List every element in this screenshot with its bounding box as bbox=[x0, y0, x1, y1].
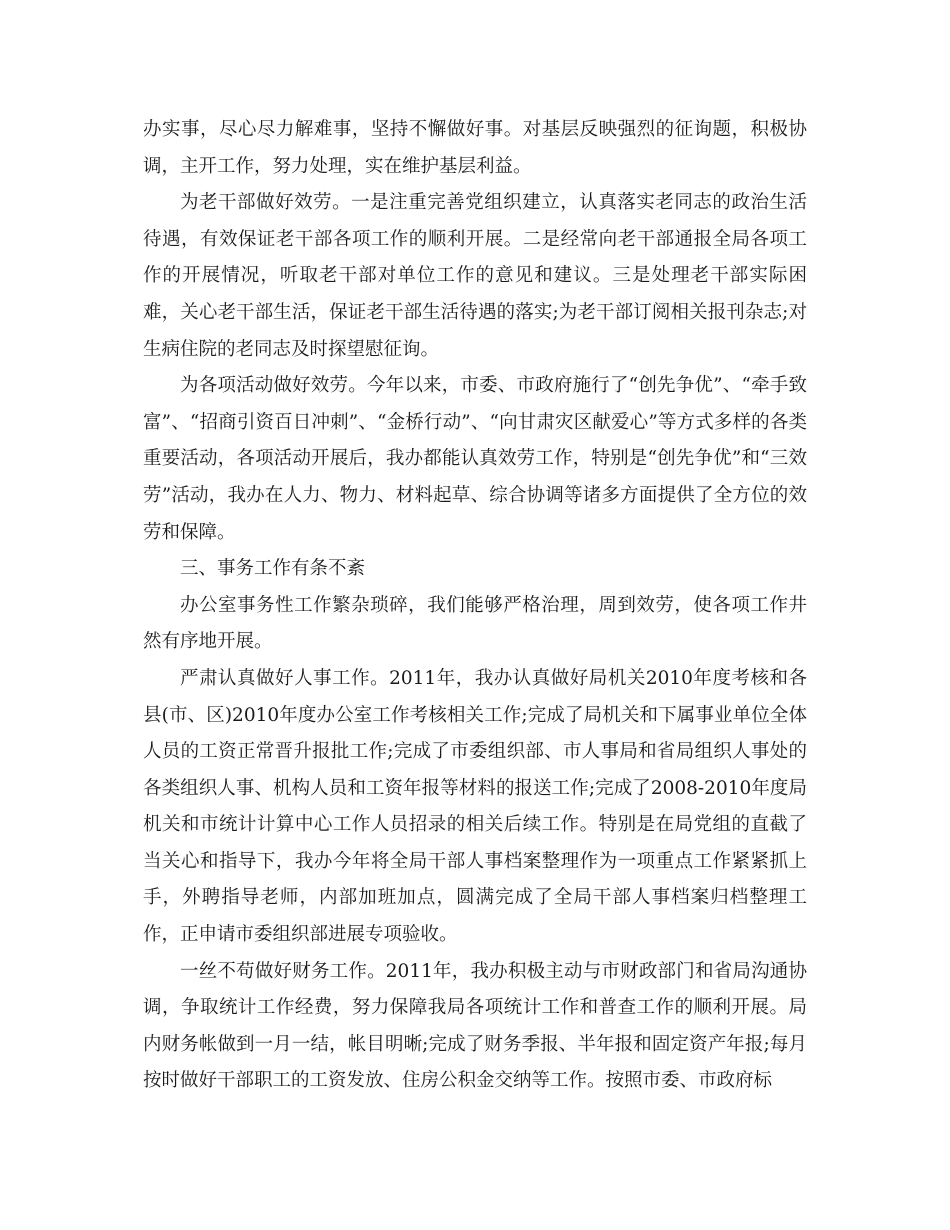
paragraph-6: 一丝不苟做好财务工作。2011年，我办积极主动与市财政部门和省局沟通协调，争取统计工作经费，努力保障我局各项统计工作和普查工作的顺利开展。局内财务帐做到一月一结，帐目明晰;完成了财务季报、半年报和固定资产年报;每月按时做好干部职工的工资发放、住房公积金交纳等工作。按照市委、市政府标 bbox=[143, 960, 807, 1092]
document-body bbox=[143, 112, 807, 1100]
paragraph-1: 办实事，尽心尽力解难事，坚持不懈做好事。对基层反映强烈的征询题，积极协调，主开工作，努力处理，实在维护基层利益。 bbox=[143, 119, 807, 177]
paragraph-2: 为老干部做好效劳。一是注重完善党组织建立，认真落实老同志的政治生活待遇，有效保证老干部各项工作的顺利开展。二是经常向老干部通报全局各项工作的开展情况，听取老干部对单位工作的意见和建议。三是处理老干部实际困难，关心老干部生活，保证老干部生活待遇的落实;为老干部订阅相关报刊杂志;对生病住院的老同志及时探望慰征询。 bbox=[143, 192, 807, 360]
paragraph-3: 为各项活动做好效劳。今年以来，市委、市政府施行了“创先争优”、“牵手致富”、“招商引资百日冲刺”、“金桥行动”、“向甘肃灾区献爱心”等方式多样的各类重要活动，各项活动开展后，我办都能认真效劳工作，特别是“创先争优”和“三效劳”活动，我办在人力、物力、材料起草、综合协调等诸多方面提供了全方位的效劳和保障。 bbox=[143, 375, 807, 543]
paragraph-4: 办公室事务性工作繁杂琐碎，我们能够严格治理，周到效劳，使各项工作井然有序地开展。 bbox=[143, 594, 807, 653]
section-heading: 三、事务工作有条不紊 bbox=[180, 558, 366, 580]
paragraph-5: 严肃认真做好人事工作。2011年，我办认真做好局机关2010年度考核和各县(市、区)2010年度办公室工作考核相关工作;完成了局机关和下属事业单位全体人员的工资正常晋升报批工作;完成了市委组织部、市人事局和省局组织人事处的各类组织人事、机构人员和工资年报等材料的报送工作;完成了2008-2010年度局机关和市统计计算中心工作人员招录的相关后续工作。特别是在局党组的直截了当关心和指导下，我办今年将全局干部人事档案整理作为一项重点工作紧紧抓上手，外聘指导老师，内部加班加点，圆满完成了全局干部人事档案归档整理工作，正申请市委组织部进展专项验收。 bbox=[143, 667, 807, 946]
